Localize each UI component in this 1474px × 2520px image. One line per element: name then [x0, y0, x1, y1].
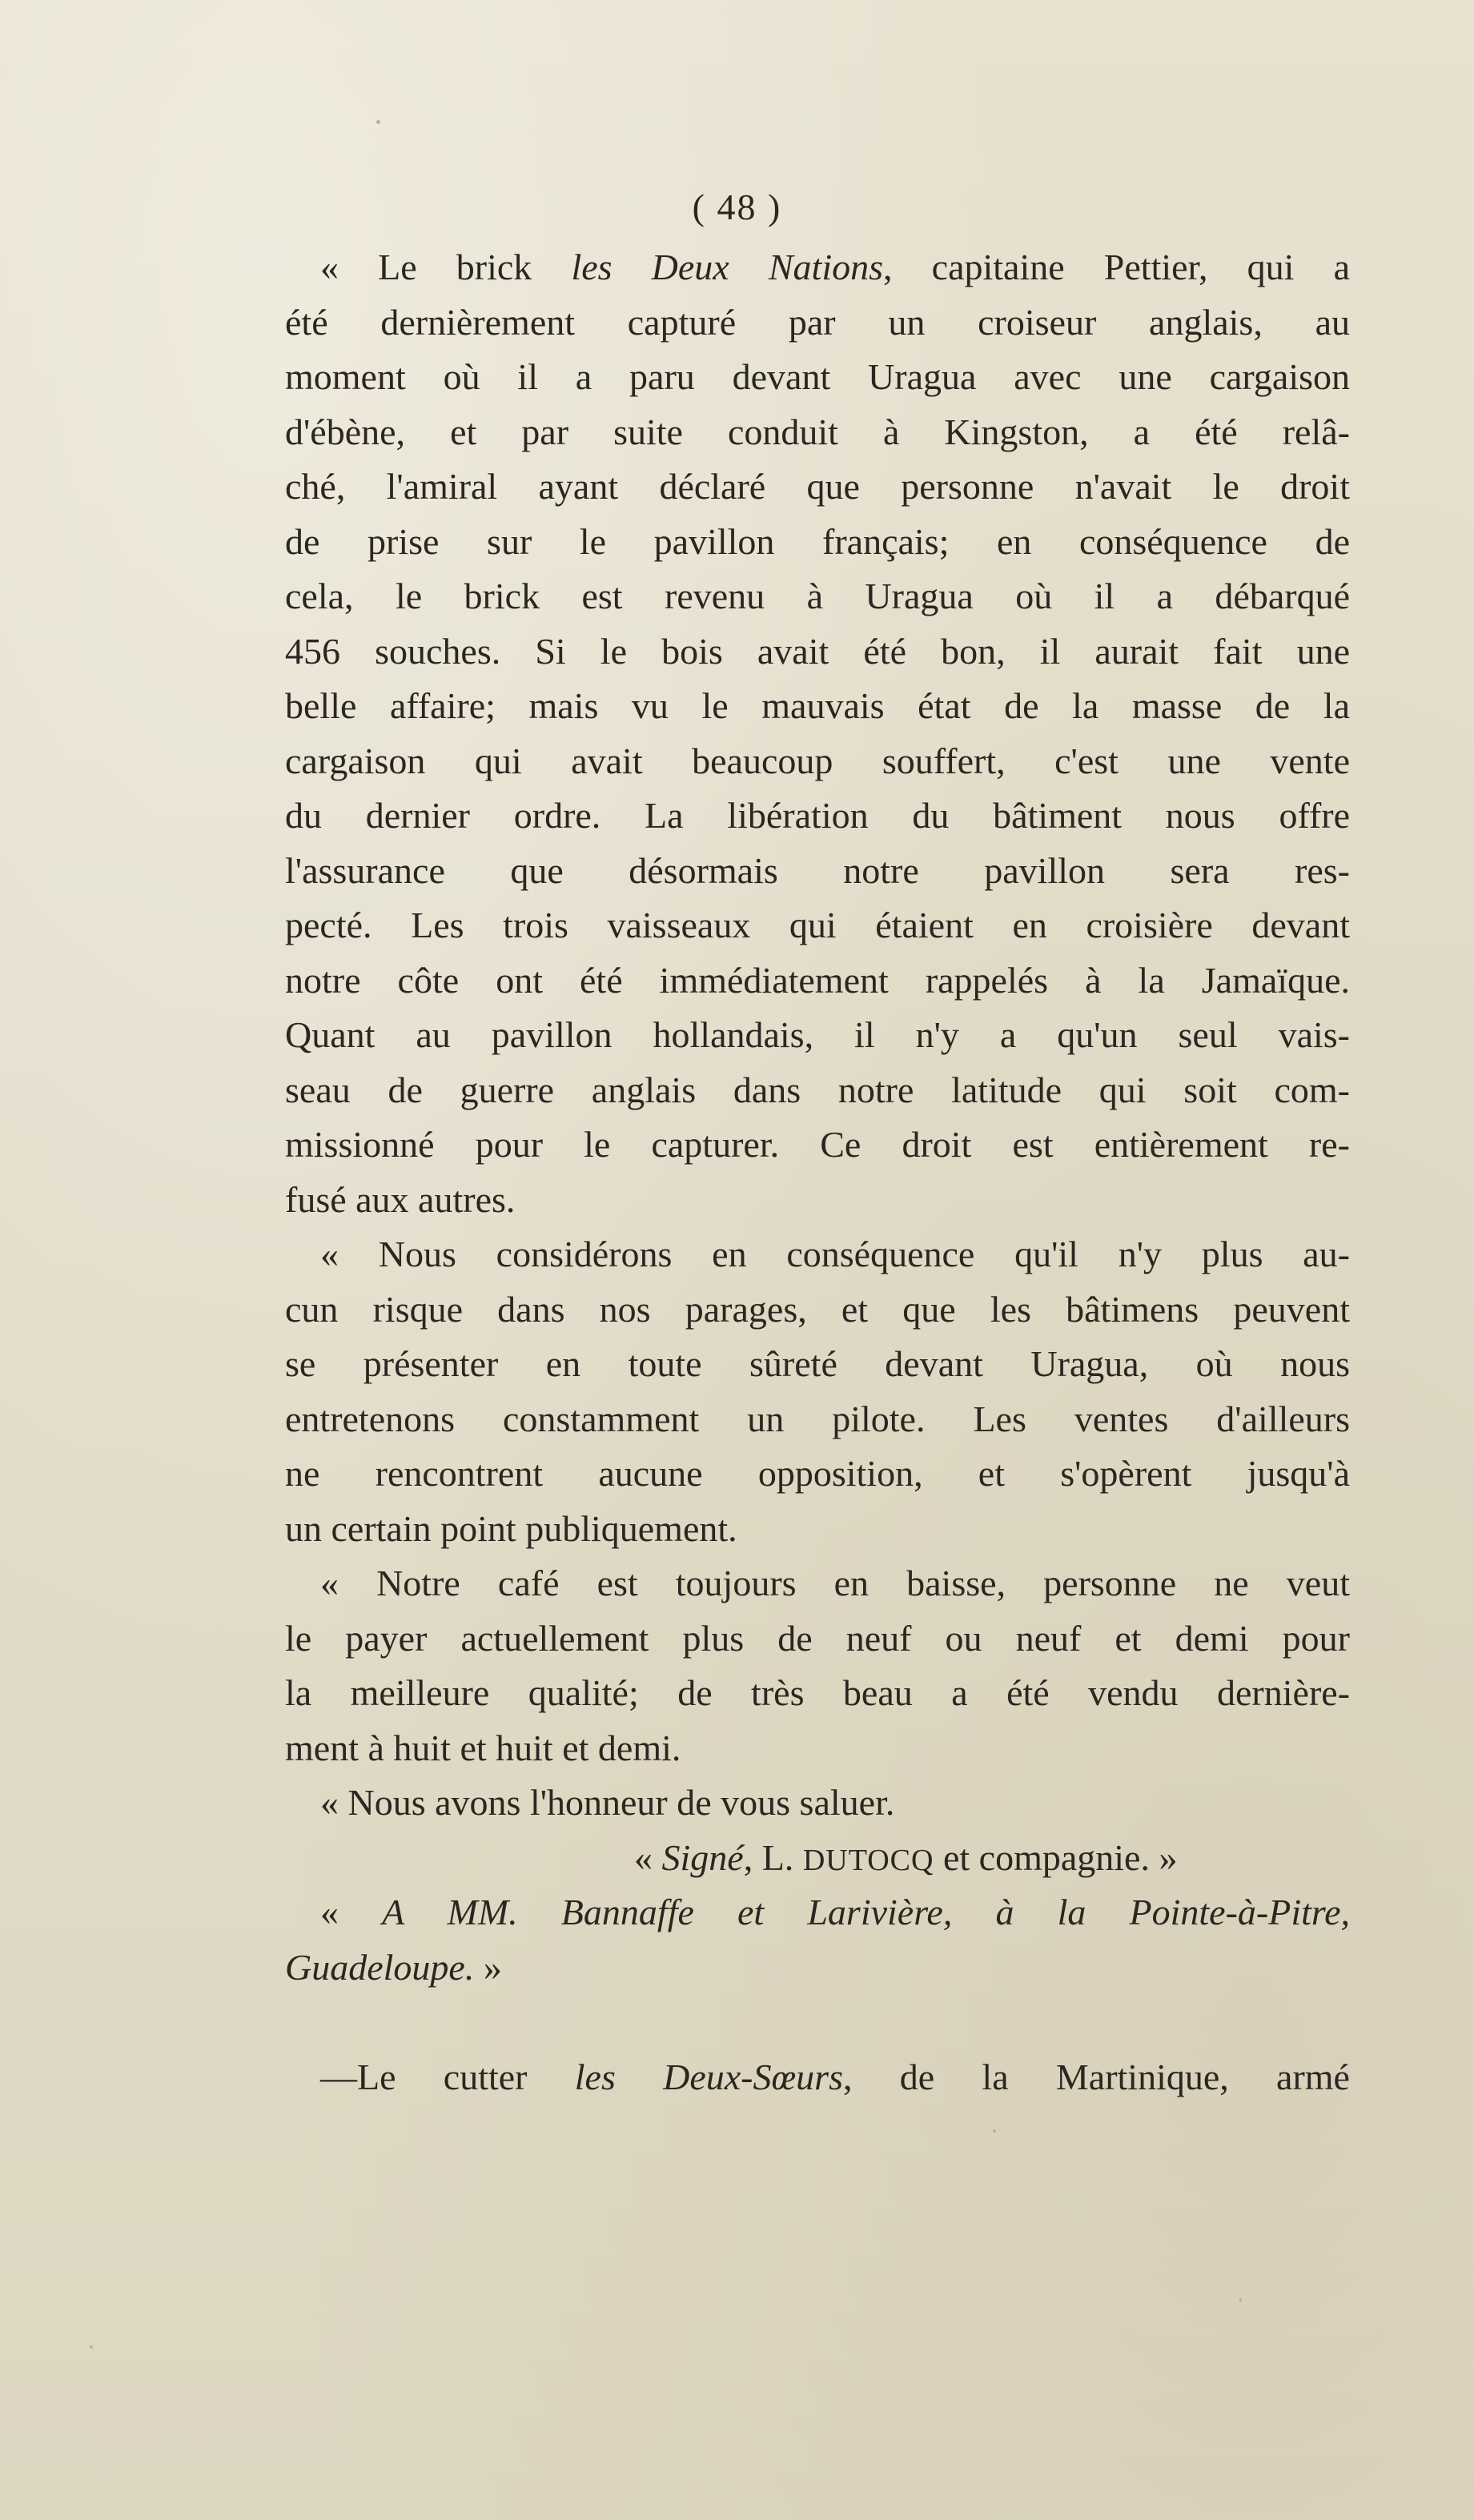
text-line: [285, 734, 1350, 789]
text-line: [285, 1008, 1350, 1063]
paper-speck: [376, 120, 380, 124]
text-line: [285, 1831, 1350, 1886]
paper-speck: [90, 2345, 93, 2349]
text-run: été dernièrement capturé par un croiseur anglais, au: [285, 301, 1350, 343]
text-run: , capitaine Pettier, qui a: [883, 247, 1350, 287]
text-run: missionné pour le capturer. Ce droit est entièrement re-: [285, 1124, 1350, 1165]
text-run: 456 souches. Si le bois avait été bon, il aurait fait une: [285, 630, 1350, 672]
body-text: [285, 240, 1350, 2105]
text-run: « Nous considérons en conséquence qu'il n'y plus au-: [320, 1234, 1350, 1274]
text-run: —Le cutter: [320, 2056, 575, 2097]
text-line: [285, 1666, 1350, 1721]
text-line: [285, 1173, 1350, 1228]
text-run: « Le brick: [320, 247, 572, 287]
text-line: [285, 1885, 1350, 1940]
italic-text: A MM. Bannaffe et Larivière, à la Pointe-à-Pitre,: [382, 1892, 1350, 1932]
text-run: ne rencontrent aucune opposition, et s'opèrent jusqu'à: [285, 1453, 1350, 1494]
text-run: de prise sur le pavillon français; en conséquence de: [285, 520, 1350, 562]
text-line: [285, 1611, 1350, 1667]
text-run: et compagnie. »: [934, 1836, 1178, 1878]
italic-text: les Deux-Sœurs: [574, 2056, 843, 2097]
text-run: la meilleure qualité; de très beau a été vendu dernière-: [285, 1672, 1350, 1713]
text-line: [285, 1502, 1350, 1557]
text-run: « Nous avons l'honneur de vous saluer.: [320, 1782, 895, 1823]
text-line: [285, 1556, 1350, 1611]
text-line: [285, 844, 1350, 899]
text-line: [285, 1392, 1350, 1447]
text-run: ment à huit et huit et demi.: [285, 1727, 681, 1768]
text-run: «: [634, 1836, 662, 1878]
text-line: [285, 350, 1350, 405]
text-run: du dernier ordre. La libération du bâtiment nous offre: [285, 795, 1350, 836]
text-run: , de la Martinique, armé: [842, 2056, 1350, 2097]
text-line: [285, 405, 1350, 460]
text-line: [285, 953, 1350, 1009]
italic-text: Signé: [661, 1836, 744, 1878]
text-line: [285, 569, 1350, 624]
text-run: le payer actuellement plus de neuf ou neuf et demi pour: [285, 1617, 1350, 1659]
text-run: un certain point publiquement.: [285, 1507, 737, 1549]
text-line: [285, 679, 1350, 734]
text-run: d'ébène, et par suite conduit à Kingston, a été relâ-: [285, 411, 1350, 452]
blank-line: [285, 1995, 1350, 2050]
text-run: belle affaire; mais vu le mauvais état de la masse de la: [285, 685, 1350, 726]
text-run: moment où il a paru devant Uragua avec une cargaison: [285, 356, 1350, 397]
italic-text: Guadeloupe.: [285, 1946, 475, 1988]
text-run: seau de guerre anglais dans notre latitude qui soit com-: [285, 1069, 1350, 1110]
text-line: [285, 898, 1350, 953]
paper-speck: [993, 2129, 996, 2133]
text-line: [285, 1721, 1350, 1776]
text-line: [285, 240, 1350, 295]
text-run: cun risque dans nos parages, et que les bâtimens peuvent: [285, 1288, 1350, 1330]
text-line: [285, 1227, 1350, 1282]
text-run: cargaison qui avait beaucoup souffert, c'est une vente: [285, 740, 1350, 781]
text-run: fusé aux autres.: [285, 1178, 516, 1220]
text-run: se présenter en toute sûreté devant Uragua, où nous: [285, 1343, 1350, 1384]
text-run: entretenons constamment un pilote. Les ventes d'ailleurs: [285, 1398, 1350, 1439]
text-line: [285, 515, 1350, 570]
text-run: , L.: [743, 1836, 803, 1878]
text-run: notre côte ont été immédiatement rappelés à la Jamaïque.: [285, 959, 1350, 1001]
text-line: [285, 1776, 1350, 1831]
text-run: cela, le brick est revenu à Uragua où il a débarqué: [285, 576, 1350, 616]
text-line: [285, 459, 1350, 515]
small-caps-text: DUTOCQ: [802, 1843, 934, 1877]
text-run: »: [474, 1946, 502, 1988]
page-number: ( 48 ): [692, 187, 782, 227]
text-run: ché, l'amiral ayant déclaré que personne n'avait le droit: [285, 466, 1350, 507]
text-line: [285, 1063, 1350, 1118]
text-line: [285, 1447, 1350, 1502]
italic-text: les Deux Nations: [571, 247, 884, 287]
text-run: « Notre café est toujours en baisse, personne ne veut: [320, 1563, 1350, 1603]
text-line: [285, 789, 1350, 844]
text-line: [285, 295, 1350, 351]
text-run: l'assurance que désormais notre pavillon sera res-: [285, 849, 1350, 891]
text-run: Quant au pavillon hollandais, il n'y a qu'un seul vais-: [285, 1014, 1350, 1055]
text-run: pecté. Les trois vaisseaux qui étaient en croisière devant: [285, 905, 1350, 945]
text-line: [285, 1118, 1350, 1173]
text-line: [285, 1282, 1350, 1338]
text-line: [285, 1940, 1350, 1996]
text-line: [285, 2050, 1350, 2105]
text-run: «: [320, 1892, 383, 1932]
paper-speck: [1239, 2297, 1242, 2302]
text-line: [285, 624, 1350, 680]
text-line: [285, 1337, 1350, 1392]
